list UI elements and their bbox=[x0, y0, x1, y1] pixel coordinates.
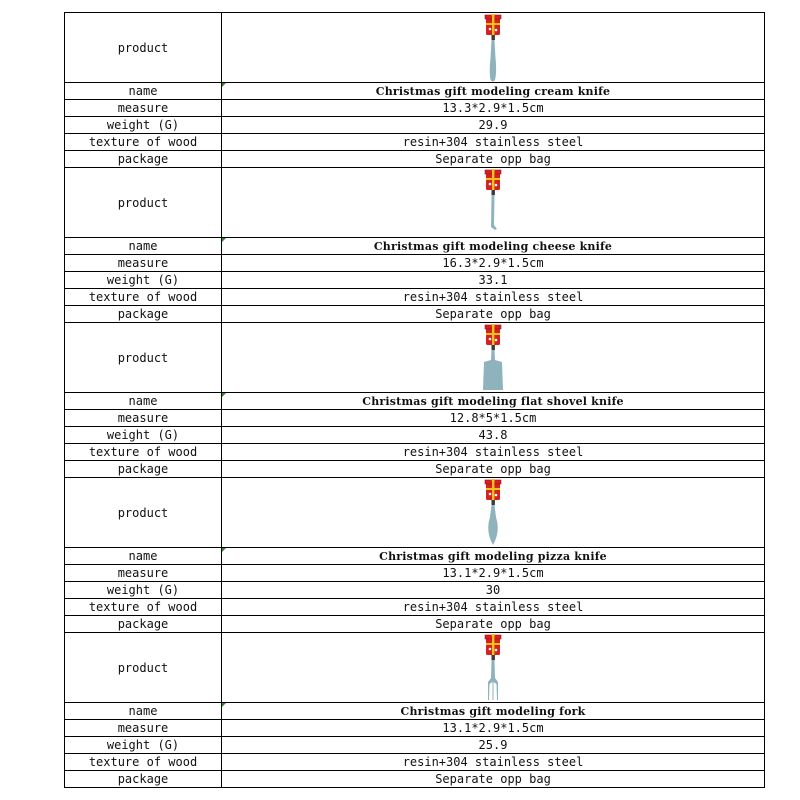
weight-value bbox=[222, 427, 765, 444]
product-image-row bbox=[65, 168, 765, 238]
weight-row bbox=[65, 117, 765, 134]
texture-label: texture of wood bbox=[65, 444, 222, 461]
product-label: product bbox=[65, 168, 222, 238]
measure-value bbox=[222, 255, 765, 272]
name-text: Christmas gift modeling cream knife bbox=[375, 84, 611, 98]
name-row bbox=[65, 238, 765, 255]
weight-value bbox=[222, 272, 765, 289]
name-value bbox=[222, 703, 765, 720]
weight-label: weight (G) bbox=[65, 582, 222, 599]
pizza-knife-icon bbox=[222, 479, 764, 547]
flat-shovel-knife-icon bbox=[222, 324, 764, 392]
name-text: Christmas gift modeling fork bbox=[400, 704, 586, 718]
name-row bbox=[65, 393, 765, 410]
weight-text: 30 bbox=[485, 583, 501, 597]
name-label: name bbox=[65, 548, 222, 565]
name-row bbox=[65, 548, 765, 565]
measure-text: 13.1*2.9*1.5cm bbox=[442, 721, 544, 735]
weight-row bbox=[65, 427, 765, 444]
package-text: Separate opp bag bbox=[435, 152, 551, 166]
cell-corner-mark bbox=[222, 393, 226, 397]
package-value bbox=[222, 616, 765, 633]
weight-label: weight (G) bbox=[65, 737, 222, 754]
weight-value bbox=[222, 117, 765, 134]
name-text: Christmas gift modeling cheese knife bbox=[373, 239, 613, 253]
name-value bbox=[222, 238, 765, 255]
weight-value bbox=[222, 737, 765, 754]
measure-text: 13.3*2.9*1.5cm bbox=[442, 101, 544, 115]
weight-row bbox=[65, 272, 765, 289]
package-text: Separate opp bag bbox=[435, 772, 551, 786]
weight-label: weight (G) bbox=[65, 117, 222, 134]
name-label: name bbox=[65, 83, 222, 100]
package-text: Separate opp bag bbox=[435, 617, 551, 631]
cell-corner-mark bbox=[222, 548, 226, 552]
texture-text: resin+304 stainless steel bbox=[402, 290, 584, 304]
texture-value bbox=[222, 444, 765, 461]
product-label: product bbox=[65, 323, 222, 393]
package-value bbox=[222, 771, 765, 788]
measure-label: measure bbox=[65, 100, 222, 117]
measure-row bbox=[65, 410, 765, 427]
name-text: Christmas gift modeling pizza knife bbox=[379, 549, 607, 563]
texture-value bbox=[222, 599, 765, 616]
cell-corner-mark bbox=[222, 703, 226, 707]
texture-row bbox=[65, 754, 765, 771]
product-label: product bbox=[65, 633, 222, 703]
package-row bbox=[65, 771, 765, 788]
texture-label: texture of wood bbox=[65, 134, 222, 151]
weight-label: weight (G) bbox=[65, 427, 222, 444]
weight-text: 25.9 bbox=[478, 738, 508, 752]
package-row bbox=[65, 151, 765, 168]
measure-label: measure bbox=[65, 565, 222, 582]
measure-label: measure bbox=[65, 720, 222, 737]
measure-value bbox=[222, 565, 765, 582]
texture-text: resin+304 stainless steel bbox=[402, 135, 584, 149]
product-label: product bbox=[65, 478, 222, 548]
package-row bbox=[65, 461, 765, 478]
texture-value bbox=[222, 134, 765, 151]
product-image-cell bbox=[222, 168, 765, 238]
name-text: Christmas gift modeling flat shovel knife bbox=[362, 394, 624, 408]
cell-corner-mark bbox=[222, 83, 226, 87]
product-label: product bbox=[65, 13, 222, 83]
fork-icon bbox=[222, 634, 764, 702]
measure-value bbox=[222, 720, 765, 737]
texture-text: resin+304 stainless steel bbox=[402, 445, 584, 459]
package-value bbox=[222, 151, 765, 168]
product-image-cell bbox=[222, 478, 765, 548]
package-text: Separate opp bag bbox=[435, 307, 551, 321]
measure-text: 12.8*5*1.5cm bbox=[449, 411, 537, 425]
product-image-cell bbox=[222, 13, 765, 83]
texture-row bbox=[65, 599, 765, 616]
texture-row bbox=[65, 444, 765, 461]
name-label: name bbox=[65, 703, 222, 720]
measure-row bbox=[65, 565, 765, 582]
weight-value bbox=[222, 582, 765, 599]
product-image-cell bbox=[222, 633, 765, 703]
weight-text: 33.1 bbox=[478, 273, 508, 287]
weight-text: 43.8 bbox=[478, 428, 508, 442]
texture-value bbox=[222, 754, 765, 771]
product-spec-table bbox=[64, 12, 765, 788]
cheese-knife-icon bbox=[222, 169, 764, 237]
name-row bbox=[65, 83, 765, 100]
measure-text: 16.3*2.9*1.5cm bbox=[442, 256, 544, 270]
texture-value bbox=[222, 289, 765, 306]
weight-label: weight (G) bbox=[65, 272, 222, 289]
name-value bbox=[222, 548, 765, 565]
product-image-row bbox=[65, 478, 765, 548]
weight-text: 29.9 bbox=[478, 118, 508, 132]
measure-value bbox=[222, 410, 765, 427]
cream-knife-icon bbox=[222, 14, 764, 82]
measure-row bbox=[65, 255, 765, 272]
measure-label: measure bbox=[65, 410, 222, 427]
texture-label: texture of wood bbox=[65, 289, 222, 306]
texture-row bbox=[65, 289, 765, 306]
texture-label: texture of wood bbox=[65, 599, 222, 616]
package-value bbox=[222, 461, 765, 478]
weight-row bbox=[65, 737, 765, 754]
name-label: name bbox=[65, 393, 222, 410]
measure-row bbox=[65, 100, 765, 117]
product-image-row bbox=[65, 633, 765, 703]
name-label: name bbox=[65, 238, 222, 255]
package-label: package bbox=[65, 151, 222, 168]
package-label: package bbox=[65, 306, 222, 323]
weight-row bbox=[65, 582, 765, 599]
package-row bbox=[65, 616, 765, 633]
texture-text: resin+304 stainless steel bbox=[402, 600, 584, 614]
product-image-row bbox=[65, 13, 765, 83]
package-value bbox=[222, 306, 765, 323]
package-label: package bbox=[65, 461, 222, 478]
product-image-cell bbox=[222, 323, 765, 393]
package-label: package bbox=[65, 616, 222, 633]
package-label: package bbox=[65, 771, 222, 788]
product-image-row bbox=[65, 323, 765, 393]
name-value bbox=[222, 83, 765, 100]
texture-text: resin+304 stainless steel bbox=[402, 755, 584, 769]
package-row bbox=[65, 306, 765, 323]
texture-label: texture of wood bbox=[65, 754, 222, 771]
measure-text: 13.1*2.9*1.5cm bbox=[442, 566, 544, 580]
name-value bbox=[222, 393, 765, 410]
texture-row bbox=[65, 134, 765, 151]
measure-value bbox=[222, 100, 765, 117]
package-text: Separate opp bag bbox=[435, 462, 551, 476]
name-row bbox=[65, 703, 765, 720]
cell-corner-mark bbox=[222, 238, 226, 242]
measure-row bbox=[65, 720, 765, 737]
measure-label: measure bbox=[65, 255, 222, 272]
